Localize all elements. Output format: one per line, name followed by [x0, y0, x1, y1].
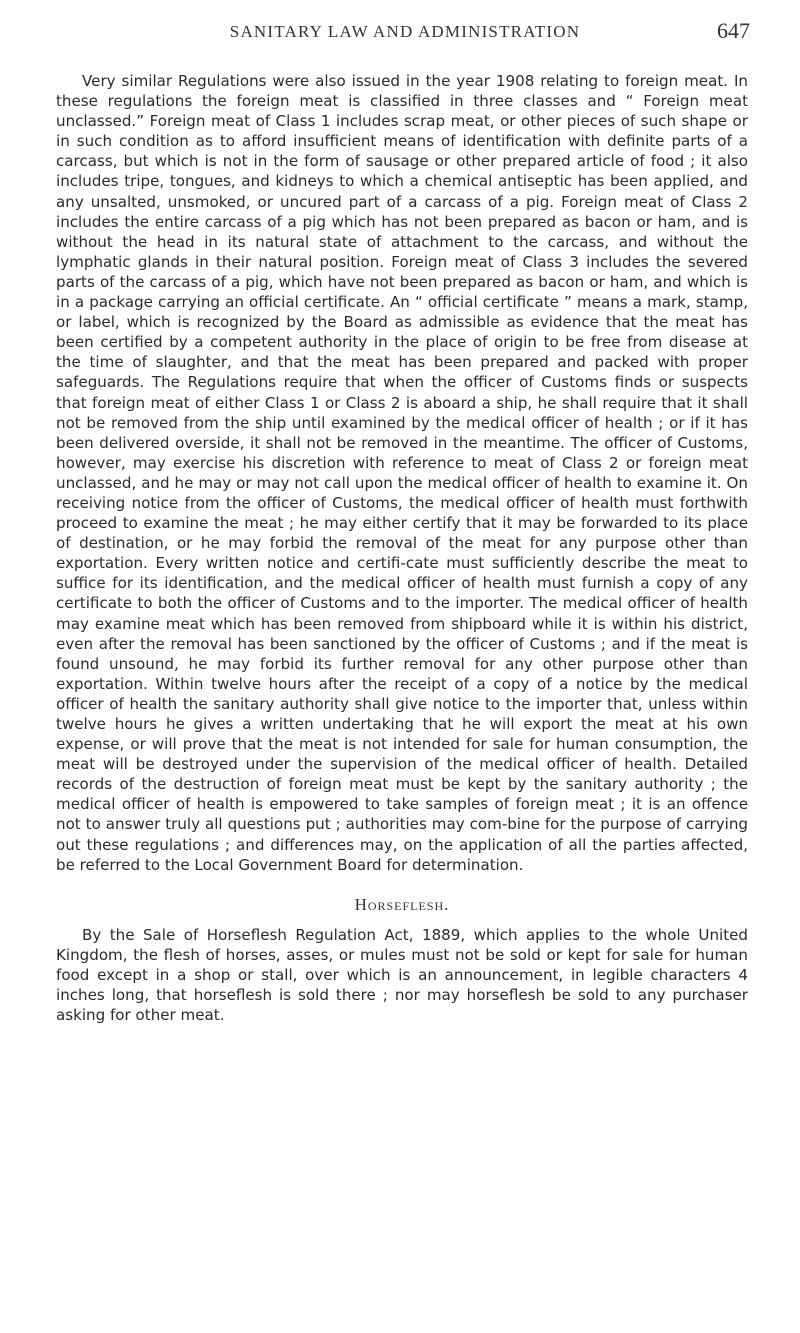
section-heading-horseflesh: Horseflesh. — [354, 894, 450, 914]
running-title: SANITARY LAW AND ADMINISTRATION — [229, 22, 581, 41]
page-number: 647 — [717, 18, 750, 43]
running-head — [60, 14, 750, 44]
paragraph-horseflesh: By the Sale of Horseflesh Regulation Act, 1889, which applies to the whole United Kingdom, the flesh of horses, asses, or mules must not be sold or kept for sale for human food except in a shop or stall, over which is an announcement, in legible characters 4 inches long, that horseflesh is sold there ; nor may horseflesh be sold to any purchaser asking for other meat. — [56, 925, 748, 1025]
body-text — [56, 71, 748, 1025]
paragraph-foreign-meat-regulations: Very similar Regulations were also issued in the year 1908 relating to foreign meat. In these regulations the foreign meat is classified in three classes and “ Foreign meat unclassed.” Foreign meat of Class 1 includes scrap meat, or other pieces of such shape or in such condition as to afford insufficient means of identification with definite parts of a carcass, but which is not in the form of sausage or other prepared article of food ; it also includes tripe, tongues, and kidneys to which a chemical antiseptic has been applied, and any unsalted, unsmoked, or uncured part of a carcass of a pig. Foreign meat of Class 2 includes the entire carcass of a pig which has not been prepared as bacon or ham, and is without the head in its natural state of attachment to the carcass, and without the lymphatic glands in their natural position. Foreign meat of Class 3 includes the severed parts of the carcass of a pig, which have not been prepared as bacon or ham, and which is in a package carrying an official certificate. An “ official certificate ” means a mark, stamp, or label, which is recognized by the Board as admissible as evidence that the meat has been certified by a competent authority in the place of origin to be free from disease at the time of slaughter, and that the meat has been prepared and packed with proper safeguards. The Regulations require that when the officer of Customs finds or suspects that foreign meat of either Class 1 or Class 2 is aboard a ship, he shall require that it shall not be removed from the ship until examined by the medical officer of health ; or if it has been delivered overside, it shall not be removed in the meantime. The officer of Customs, however, may exercise his discretion with reference to meat of Class 2 or foreign meat unclassed, and he may or may not call upon the medical officer of health to examine it. On receiving notice from the officer of Customs, the medical officer of health must forthwith proceed to examine the meat ; he may either certify that it may be forwarded to its place of destination, or he may forbid the removal of the meat for any purpose other than exportation. Every written notice and certifi-cate must sufficiently describe the meat to suffice for its identification, and the medical officer of health must furnish a copy of any certificate to both the officer of Customs and to the importer. The medical officer of health may examine meat which has been removed from shipboard while it is within his district, even after the removal has been sanctioned by the officer of Customs ; and if the meat is found unsound, he may forbid its further removal for any other purpose other than exportation. Within twelve hours after the receipt of a copy of a notice by the medical officer of health the sanitary authority shall give notice to the importer that, unless within twelve hours he gives a written undertaking that he will export the meat at his own expense, or will prove that the meat is not intended for sale for human consumption, the meat will be destroyed under the supervision of the medical officer of health. Detailed records of the destruction of foreign meat must be kept by the sanitary authority ; the medical officer of health is empowered to take samples of foreign meat ; it is an offence not to answer truly all questions put ; authorities may com-bine for the purpose of carrying out these regulations ; and differences may, on the application of all the parties affected, be referred to the Local Government Board for determination. — [56, 72, 748, 874]
